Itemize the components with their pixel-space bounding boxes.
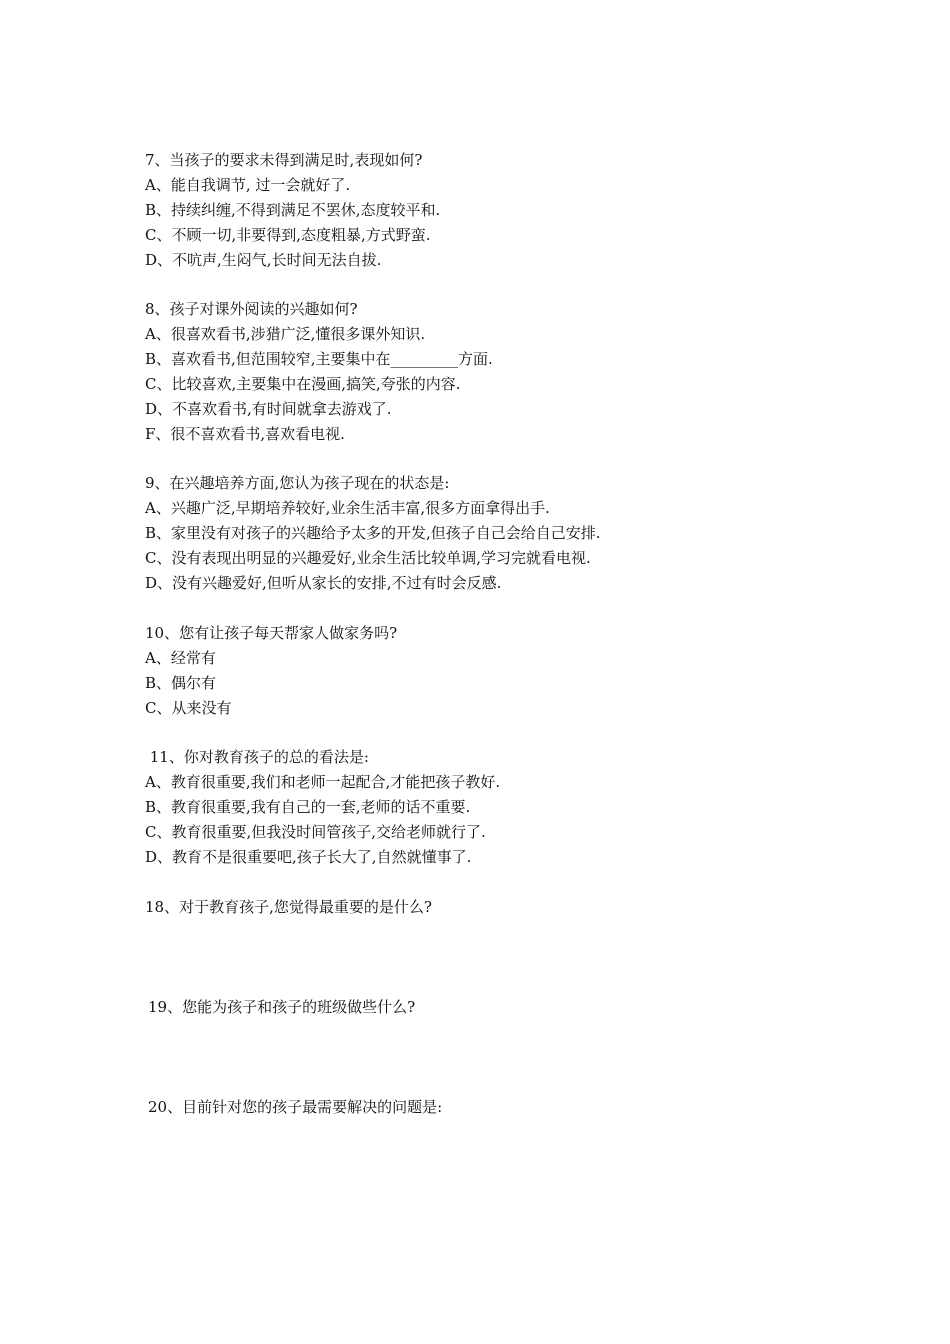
- q7-option-d: D、不吭声,生闷气,长时间无法自拔.: [145, 251, 382, 269]
- q8-option-d: D、不喜欢看书,有时间就拿去游戏了.: [145, 400, 392, 418]
- q9-option-b: B、家里没有对孩子的兴趣给予太多的开发,但孩子自己会给自己安排.: [145, 524, 601, 542]
- q11-option-c: C、教育很重要,但我没时间管孩子,交给老师就行了.: [145, 823, 486, 841]
- q7-option-b: B、持续纠缠,不得到满足不罢休,态度较平和.: [145, 201, 441, 219]
- question-20: 20、目前针对您的孩子最需要解决的问题是:: [148, 1098, 443, 1116]
- q11-option-d: D、教育不是很重要吧,孩子长大了,自然就懂事了.: [145, 848, 472, 866]
- question-10: 10、您有让孩子每天帮家人做家务吗?: [145, 624, 398, 642]
- q8-option-c: C、比较喜欢,主要集中在漫画,搞笑,夸张的内容.: [145, 375, 461, 393]
- question-19: 19、您能为孩子和孩子的班级做些什么?: [148, 998, 416, 1016]
- q11-option-a: A、教育很重要,我们和老师一起配合,才能把孩子教好.: [145, 773, 501, 791]
- question-8: 8、孩子对课外阅读的兴趣如何?: [145, 300, 358, 318]
- question-18: 18、对于教育孩子,您觉得最重要的是什么?: [145, 898, 432, 916]
- q8-option-a: A、很喜欢看书,涉猎广泛,懂很多课外知识.: [145, 325, 426, 343]
- q7-option-c: C、不顾一切,非要得到,态度粗暴,方式野蛮.: [145, 226, 431, 244]
- question-11: 11、你对教育孩子的总的看法是:: [145, 748, 369, 766]
- q10-option-b: B、偶尔有: [145, 674, 217, 692]
- q7-option-a: A、能自我调节, 过一会就好了.: [145, 176, 351, 194]
- q10-option-a: A、经常有: [145, 649, 216, 667]
- q9-option-a: A、兴趣广泛,早期培养较好,业余生活丰富,很多方面拿得出手.: [145, 499, 550, 517]
- q9-option-d: D、没有兴趣爱好,但听从家长的安排,不过有时会反感.: [145, 574, 502, 592]
- question-7: 7、当孩子的要求未得到满足时,表现如何?: [145, 151, 423, 169]
- q10-option-c: C、从来没有: [145, 699, 232, 717]
- question-9: 9、在兴趣培养方面,您认为孩子现在的状态是:: [145, 474, 450, 492]
- q9-option-c: C、没有表现出明显的兴趣爱好,业余生活比较单调,学习完就看电视.: [145, 549, 591, 567]
- q8-option-b: B、喜欢看书,但范围较窄,主要集中在_________方面.: [145, 350, 493, 368]
- q8-option-f: F、很不喜欢看书,喜欢看电视.: [145, 425, 345, 443]
- q11-option-b: B、教育很重要,我有自己的一套,老师的话不重要.: [145, 798, 471, 816]
